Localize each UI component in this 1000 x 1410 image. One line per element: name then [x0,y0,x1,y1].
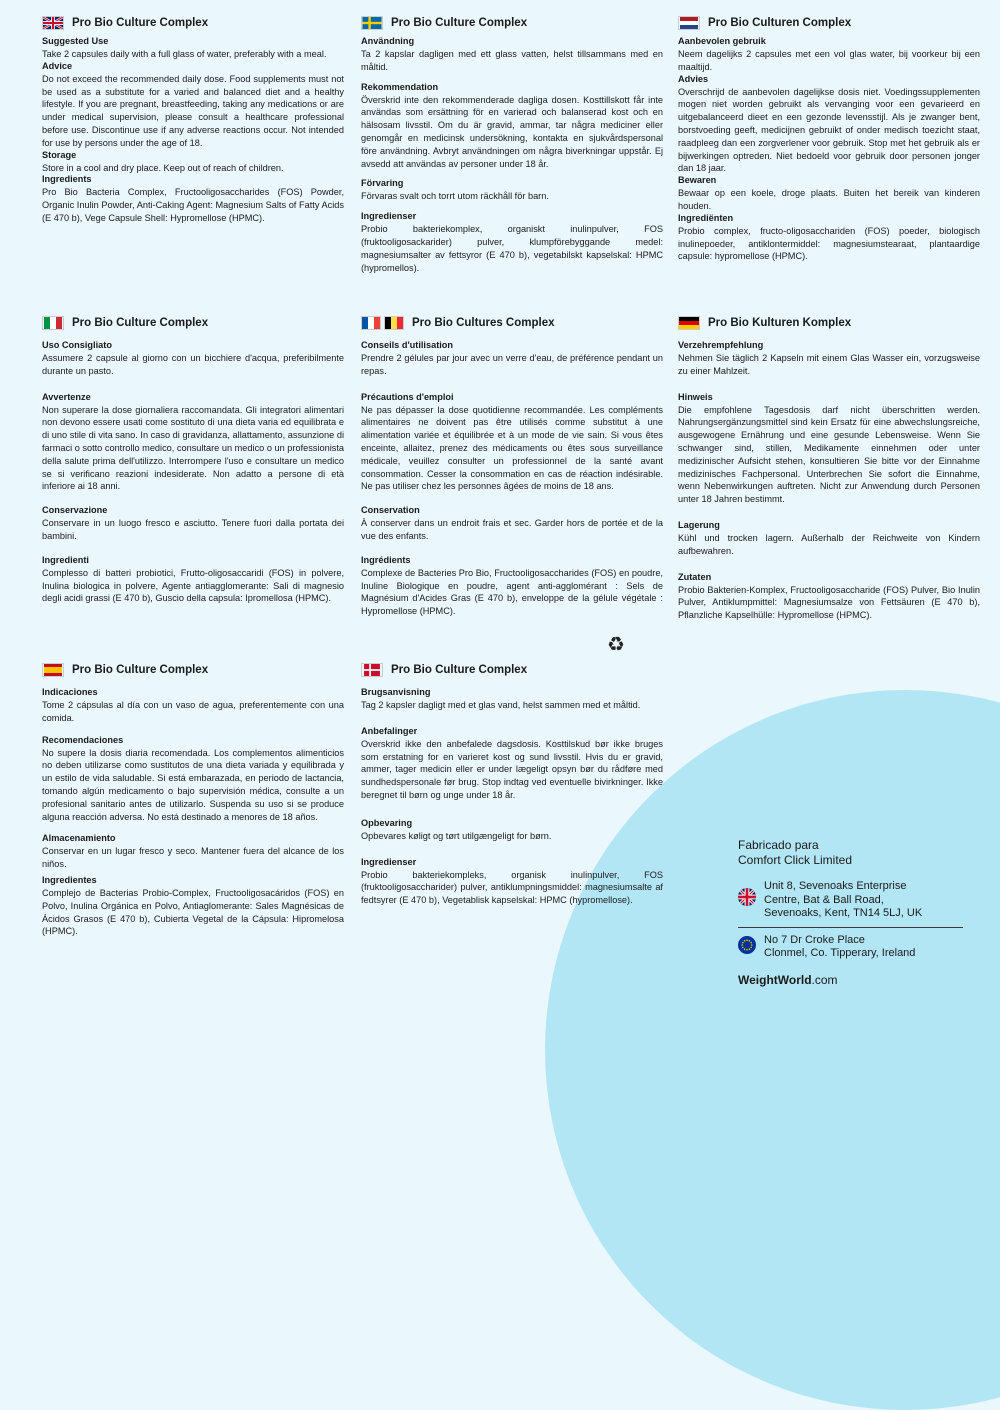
section-title: Ingredienser [361,856,417,867]
eu-flag-icon [738,936,756,954]
address-line: Centre, Bat & Ball Road, [764,893,884,906]
section-title: Anbefalinger [361,725,418,736]
section-title: Conservazione [42,505,108,516]
section-text: Prendre 2 gélules par jour avec un verre d'eau, de préférence pendant un repas. [361,353,663,376]
section-text: Överskrid inte den rekommenderade dagliga dosen. Kosttillskott får inte användas som ersättning för en varierad och balanserad kost och en hälsosam livsstil. Om du är gravid, ammar, tar några mediciner eller genomgår en medicinsk undersökning, kontakta en sjukvårdspersonal före användning. Avbryt användningen om några biverkningar uppstår. Ej avsedd att användas av personer under 18 år. [361,94,663,169]
language-block-dutch [678,12,980,263]
language-block-danish [361,659,663,907]
section-title: Advice [42,60,73,71]
language-block-english [42,12,344,225]
language-block-italian [42,312,344,605]
divider [738,927,963,928]
section-title: Storage [42,149,77,160]
section-title: Suggested Use [42,36,109,46]
section-text: Complejo de Bacterias Probio-Complex, Fructooligosacáridos (FOS) en Polvo, Inulina Orgánica en Polvo, Antiaglomerante: Sales Magnésicas de Ácidos Grasos (E 470 b), Cubierta Vegetal de la Cápsula: Hipromelosa (HPMC). [42,887,344,937]
netherlands-flag-icon [678,16,700,30]
section-text: Probio bakteriekompleks, organisk inulinpulver, FOS (fruktooligosaccharider) pulver, antiklumpningsmiddel: magnesiumsalte af fedtsyrer (E 470 b), Vegetablisk kapselskal: HPMC (hypromellose). [361,869,663,906]
section-title: Opbevaring [361,817,413,828]
section-text: Assumere 2 capsule al giorno con un bicchiere d'acqua, preferibilmente durante un pasto. [42,353,344,376]
section-title: Ingredients [42,174,92,185]
block-title: Pro Bio Culturen Complex [708,17,852,29]
block-title: Pro Bio Culture Complex [72,17,209,29]
section-text: À conserver dans un endroit frais et sec. Garder hors de portée et de la vue des enfants. [361,518,663,541]
section-text: Ta 2 kapslar dagligen med ett glass vatten, helst tillsammans med en måltid. [361,49,663,72]
block-heading [678,12,980,34]
section-text: Ne pas dépasser la dose quotidienne recommandée. Les compléments alimentaires ne doivent pas être utilisés comme substitut à une alimentation variée et équilibrée et à un mode de vie sain. Si vous êtes enceinte, allaitez, prenez des médicaments ou êtes sous surveillance médicale, veuillez consulter un professionnel de la santé avant consommation. Cesser la consommation en cas de réaction indésirable. Ne pas utiliser chez les personnes âgées de moins de 18 ans. [361,404,663,492]
block-title: Pro Bio Culture Complex [72,664,209,676]
section-title: Zutaten [678,571,712,582]
section-text: Probio bakteriekomplex, organiskt inulinpulver, FOS (fruktooligosackarider) pulver, klumpförebyggande medel: magnesiumsalter av fettsyror (E 470 b), vegetabilskt kapselskal: HPMC (hypromellos). [361,224,663,273]
language-block-french [361,312,663,656]
address-line: Unit 8, Sevenoaks Enterprise [764,880,907,892]
section-title: Uso Consigliato [42,340,112,350]
manufacturer-label: Fabricado para [738,838,819,852]
block-heading [678,312,980,334]
section-title: Lagerung [678,519,720,530]
address-line: Sevenoaks, Kent, TN14 5LJ, UK [764,907,923,919]
brand-domain: .com [811,972,838,987]
section-title: Rekommendation [361,81,439,92]
section-title: Förvaring [361,178,404,189]
section-title: Bewaren [678,175,717,186]
italy-flag-icon [42,316,64,330]
section-text: Förvaras svalt och torrt utom räckhåll för barn. [361,191,549,202]
section-text: Nehmen Sie täglich 2 Kapseln mit einem Glas Wasser ein, vorzugsweise zu einer Mahlzeit. [678,353,980,376]
language-block-german [678,312,980,622]
section-text: Tag 2 kapsler dagligt med et glas vand, helst sammen med et måltid. [361,700,641,710]
block-title: Pro Bio Culture Complex [72,317,209,329]
section-text: Store in a cool and dry place. Keep out of reach of children. [42,162,284,173]
section-title: Almacenamiento [42,833,116,844]
block-title: Pro Bio Culture Complex [391,664,528,676]
manufacturer-info [738,838,968,987]
address-line: Clonmel, Co. Tipperary, Ireland [764,947,916,959]
brand-name: WeightWorld [738,972,812,987]
eu-address [738,934,968,961]
block-title: Pro Bio Culture Complex [391,17,528,29]
section-title: Ingredientes [42,874,97,885]
section-title: Ingrediënten [678,212,734,223]
block-heading [361,659,663,681]
section-title: Précautions d'emploi [361,391,454,402]
section-text: Non superare la dose giornaliera raccomandata. Gli integratori alimentari non devono essere usati come sostituto di una dieta varia ed equilibrata e di uno stile di vita sano. In caso di gravidanza, allattamento, assunzione di farmaci o sotto controllo medico, consultare un medico o un professionista della salute prima dell'utilizzo. Interrompere l'uso e consultare un medico se si verificano reazioni indesiderate. Non adatto a persone di età inferiore ai 18 anni. [42,404,344,492]
section-title: Advies [678,73,709,84]
section-title: Ingredienti [42,554,89,565]
language-block-spanish [42,659,344,938]
block-title: Pro Bio Kulturen Komplex [708,317,852,329]
denmark-flag-icon [361,663,383,677]
section-text: Pro Bio Bacteria Complex, Fructooligosaccharides (FOS) Powder, Organic Inulin Powder, Anti-Caking Agent: Magnesium Salts of Fatty Acids (E 470 b), Vege Capsule Shell: Hypromellose (HPMC). [42,187,344,223]
section-title: Hinweis [678,391,713,402]
block-heading [361,12,663,34]
section-text: Do not exceed the recommended daily dose. Food supplements must not be used as a substitute for a varied and balanced diet and a healthy lifestyle. If you are pregnant, breastfeeding, taking any medications or are under medical supervision, please consult a healthcare professional before use. Discontinue use if any adverse reactions occur. Not intended for use by persons under the age of 18. [42,73,344,148]
section-title: Avvertenze [42,391,91,402]
sweden-flag-icon [361,16,383,30]
uk-flag-icon [738,888,756,906]
section-text: Take 2 capsules daily with a full glass of water, preferably with a meal. [42,49,327,59]
section-title: Brugsanvisning [361,687,431,697]
spain-flag-icon [42,663,64,677]
uk-flag-icon [42,16,64,30]
section-text: Kühl und trocken lagern. Außerhalb der Reichweite von Kindern aufbewahren. [678,532,980,556]
block-heading [42,12,344,34]
germany-flag-icon [678,316,700,330]
section-title: Ingrédients [361,554,411,565]
section-text: Conservar en un lugar fresco y seco. Mantener fuera del alcance de los niños. [42,846,344,870]
section-title: Indicaciones [42,687,98,697]
section-title: Conseils d'utilisation [361,340,454,350]
block-heading [42,312,344,334]
section-text: Complexe de Bacteries Pro Bio, Fructooligosaccharides (FOS) en poudre, Inuline Biologique en poudre, agent anti-agglomérant : Sels de Magnésium d'Acides Gras (E 470 b), enveloppe de la gélule végétale : Hypromellose (HPMC). [361,567,663,617]
block-title: Pro Bio Cultures Complex [412,317,555,329]
address-line: No 7 Dr Croke Place [764,933,865,946]
section-text: Opbevares køligt og tørt utilgængeligt for børn. [361,830,552,841]
block-heading [42,659,344,681]
section-text: No supere la dosis diaria recomendada. Los complementos alimenticios no deben utilizarse como sustitutos de una dieta variada y equilibrada y un estilo de vida saludable. Si está embarazada, en periodo de lactancia, tomando algún medicamento o bajo supervisión médica, consulte a un profesional sanitario antes de utilizarlo. Suspenda su uso si se produce alguna reacción adversa. No está destinado a menores de 18 años. [42,747,344,822]
section-title: Verzehrempfehlung [678,340,764,350]
recycle-icon: ♻ [607,634,625,656]
section-title: Recomendaciones [42,734,124,745]
section-text: Probio complex, fructo-oligosacchariden (FOS) poeder, biologisch inulinepoeder, antiklontermiddel: magnesiumstearaat, plantaardige capsule: hypromellose (HPMC). [678,225,980,262]
section-title: Aanbevolen gebruik [678,36,766,46]
company-name: Comfort Click Limited [738,853,853,867]
brand-website [738,973,968,987]
language-block-swedish [361,12,663,274]
section-text: Overskrid ikke den anbefalede dagsdosis. Kosttilskud bør ikke bruges som erstatning for en varieret kost og sund livsstil. Hvis du er gravid, ammer, tager medicin eller er under lægeligt opsyn bør du rådføre med sundhedspersonale før brug. Stop indtag ved eventuelle bivirkninger. Ikke beregnet til børn og unge under 18 år. [361,738,663,800]
section-text: Complesso di batteri probiotici, Frutto-oligosaccaridi (FOS) in polvere, Inulina biologica in polvere, Agente antiagglomerante: Sali di magnesio degli acidi grassi (E 470 b), Guscio della capsula: Ipromellosa (HPMC). [42,567,344,604]
section-text: Overschrijd de aanbevolen dagelijkse dosis niet. Voedingssupplementen mogen niet worden gebruikt als vervanging voor een gevarieerd en uitgebalanceerd dieet en een gezonde levensstijl. Als je zwanger bent, borstvoeding geeft, medicijnen gebruikt of onder medisch toezicht staat, raadpleeg dan een zorgverlener voor gebruik. Stop met het gebruik als er bijwerkingen optreden. Niet bedoeld voor gebruik door personen jonger dan 18 jaar. [678,86,980,174]
france-flag-icon [361,316,381,330]
section-title: Användning [361,36,415,46]
section-text: Bewaar op een koele, droge plaats. Buiten het bereik van kinderen houden. [678,188,980,211]
section-text: Probio Bakterien-Komplex, Fructooligosaccharide (FOS) Pulver, Bio Inulin Pulver, Antiklumpmittel: Magnesiumsalze von Fettsäuren (E 470 b), Pflanzliche Kapselhülle: Hypromellose (HPMC). [678,584,980,621]
belgium-flag-icon [384,316,404,330]
section-text: Conservare in un luogo fresco e asciutto. Tenere fuori dalla portata dei bambini. [42,518,344,541]
section-title: Conservation [361,505,420,516]
section-title: Ingredienser [361,211,417,222]
uk-address [738,880,968,921]
section-text: Die empfohlene Tagesdosis darf nicht überschritten werden. Nahrungsergänzungsmittel sind kein Ersatz für eine abwechslungsreiche, ausgewogene Ernährung und eine gesunde Lebensweise. Wenn Sie schwanger sind, stillen, Medikamente einnehmen oder unter medizinischer Aufsicht stehen, konsultieren Sie bitte vor der Einnahme medizinisches Fachpersonal. Unterbrechen Sie sofort die Einnahme, wenn Nebenwirkungen auftreten. Nicht zur Anwendung durch Personen unter 18 Jahren bestimmt. [678,404,980,505]
section-text: Tome 2 cápsulas al día con un vaso de agua, preferentemente con una comida. [42,700,344,723]
block-heading [361,312,663,334]
section-text: Neem dagelijks 2 capsules met een vol glas water, bij voorkeur bij een maaltijd. [678,49,980,72]
